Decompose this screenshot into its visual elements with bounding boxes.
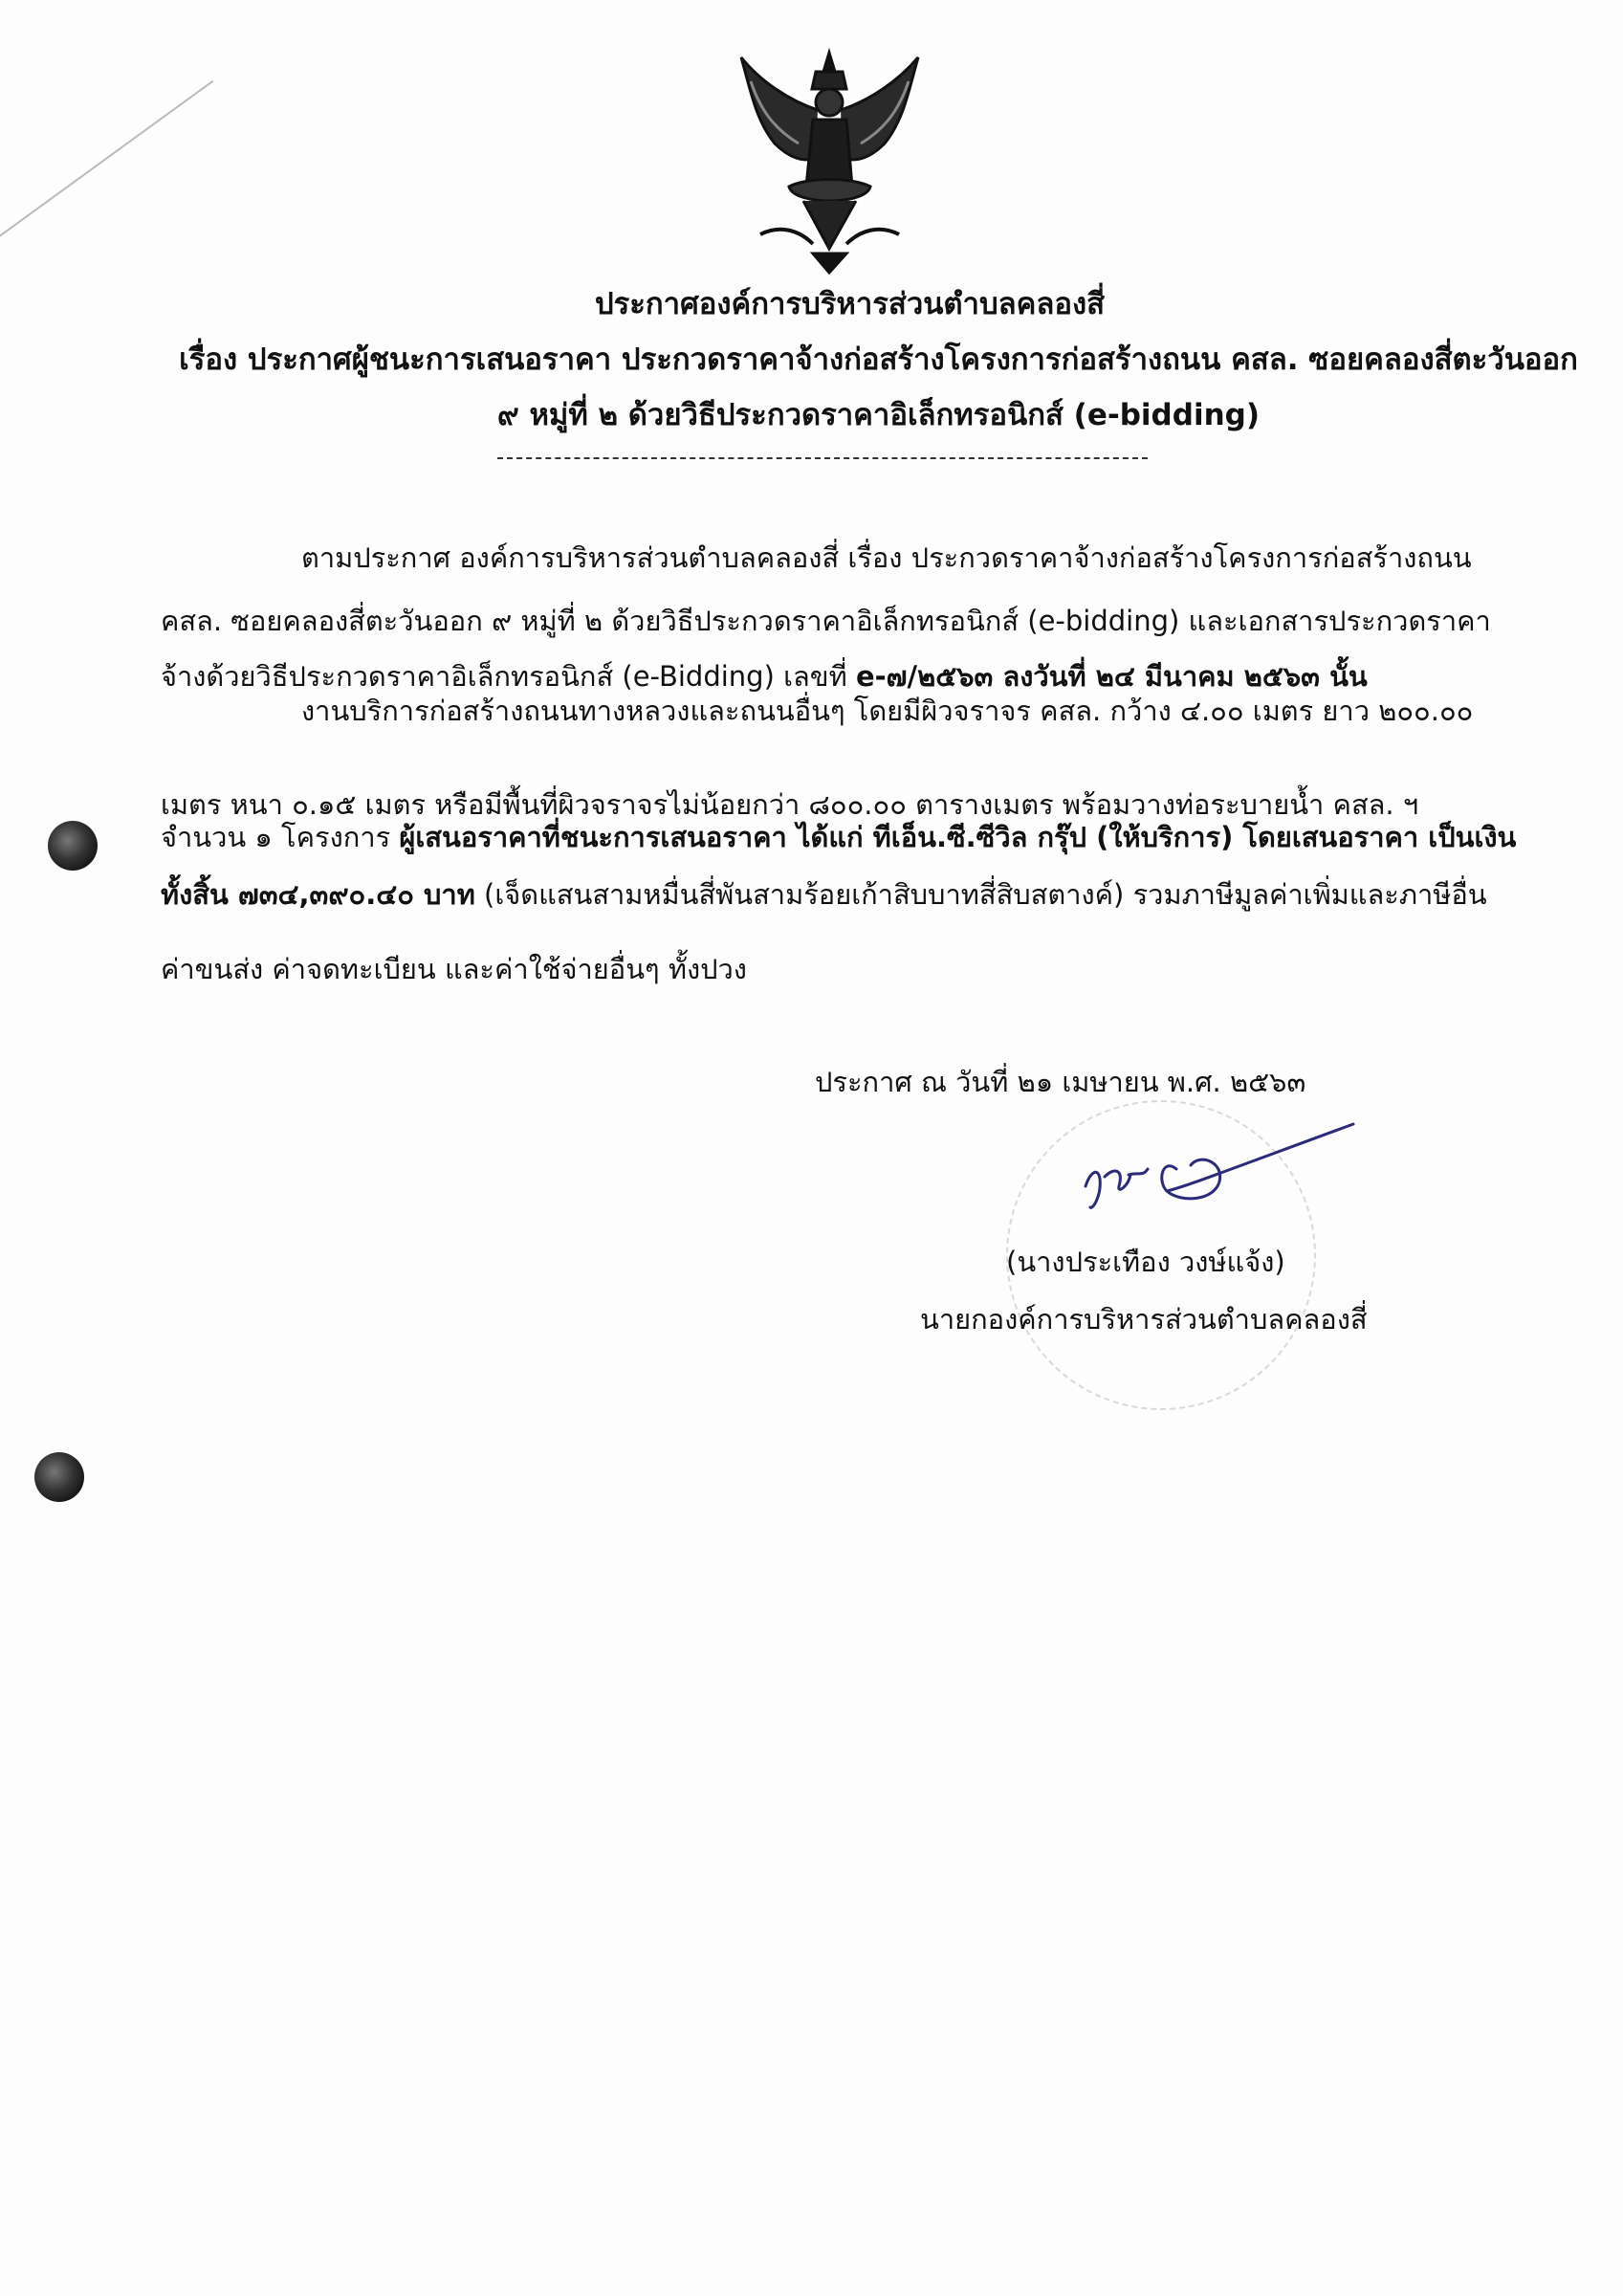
paragraph-2-line-3-text: จำนวน ๑ โครงการ: [161, 821, 400, 853]
announce-date: ประกาศ ณ วันที่ ๒๑ เมษายน พ.ศ. ๒๕๖๓: [815, 1066, 1306, 1098]
amount-in-words: (เจ็ดแสนสามหมื่นสี่พันสามร้อยเก้าสิบบาทสี่สิบสตางค์) รวมภาษีมูลค่าเพิ่มและภาษีอื่น: [474, 878, 1487, 911]
subject-line-1: เรื่อง ประกาศผู้ชนะการเสนอราคา ประกวดราคาจ้างก่อสร้างโครงการก่อสร้างถนน คสล. ซอยคลองสี่ตะวันออก: [179, 342, 1578, 377]
separator-line: [497, 457, 1148, 459]
winner-statement: ผู้เสนอราคาที่ชนะการเสนอราคา ได้แก่ ทีเอ็น.ซี.ซีวิล กรุ๊ป (ให้บริการ) โดยเสนอราคา เป็นเงิน: [399, 821, 1517, 853]
corner-fold-line: [0, 80, 213, 251]
signature-image: [1071, 1119, 1358, 1225]
signer-name: (นางประเทือง วงษ์แจ้ง): [1006, 1246, 1285, 1278]
paragraph-1-line-3-text: จ้างด้วยวิธีประกวดราคาอิเล็กทรอนิกส์ (e-Bidding) เลขที่: [161, 660, 856, 693]
subject-line-2: ๙ หมู่ที่ ๒ ด้วยวิธีประกวดราคาอิเล็กทรอนิกส์ (e-bidding): [496, 398, 1260, 432]
punch-hole-top: [48, 821, 98, 871]
paragraph-2-line-4: [161, 872, 1487, 916]
signer-title: นายกองค์การบริหารส่วนตำบลคลองสี่: [920, 1303, 1368, 1336]
paragraph-2-line-5: ค่าขนส่ง ค่าจดทะเบียน และค่าใช้จ่ายอื่นๆ ทั้งปวง: [161, 953, 747, 985]
punch-hole-bottom: [34, 1452, 84, 1502]
total-amount: ทั้งสิ้น ๗๓๔,๓๙๐.๔๐ บาท: [161, 878, 475, 911]
paragraph-2-line-3: [161, 815, 1516, 859]
paragraph-1-line-2: คสล. ซอยคลองสี่ตะวันออก ๙ หมู่ที่ ๒ ด้วยวิธีประกวดราคาอิเล็กทรอนิกส์ (e-bidding) และเอกสารประกวดราคา: [161, 605, 1491, 637]
org-title: ประกาศองค์การบริหารส่วนตำบลคลองสี่: [594, 287, 1106, 321]
doc-number-date: e-๗/๒๕๖๓ ลงวันที่ ๒๔ มีนาคม ๒๕๖๓ นั้น: [855, 660, 1368, 693]
paragraph-2-line-2: เมตร หนา ๐.๑๕ เมตร หรือมีพื้นที่ผิวจราจรไม่น้อยกว่า ๘๐๐.๐๐ ตารางเมตร พร้อมวางท่อระบายน้ำ คสล. ฯ: [161, 788, 1419, 821]
paragraph-1-line-1: ตามประกาศ องค์การบริหารส่วนตำบลคลองสี่ เรื่อง ประกวดราคาจ้างก่อสร้างโครงการก่อสร้างถนน: [301, 541, 1472, 574]
garuda-emblem-icon: [722, 43, 937, 277]
paragraph-2-line-1: งานบริการก่อสร้างถนนทางหลวงและถนนอื่นๆ โดยมีผิวจราจร คสล. กว้าง ๔.๐๐ เมตร ยาว ๒๐๐.๐๐: [301, 695, 1474, 727]
